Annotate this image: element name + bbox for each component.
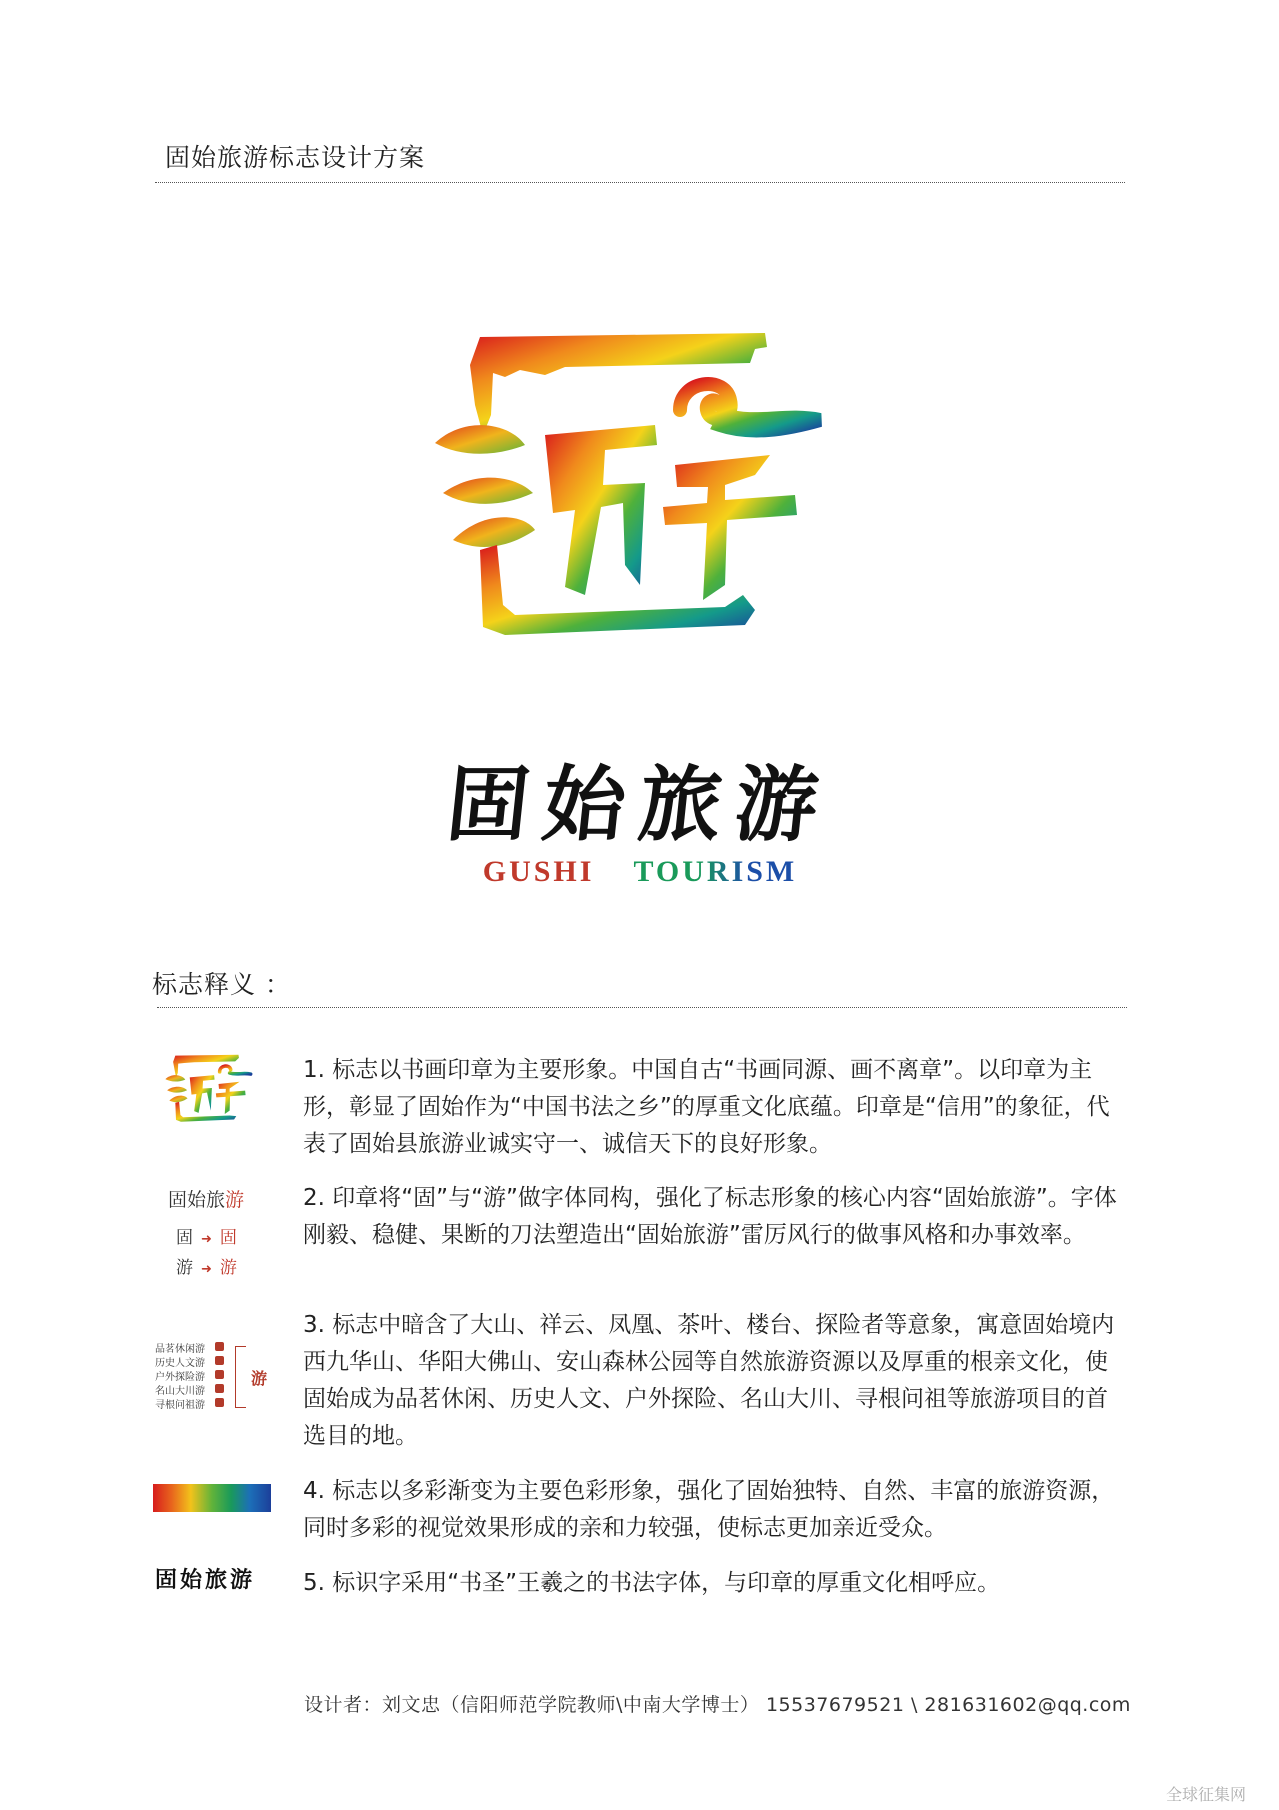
watermark: 全球征集网 <box>1166 1785 1247 1804</box>
item-5-text: 5. 标识字采用“书圣”王羲之的书法字体，与印章的厚重文化相呼应。 <box>303 1570 1001 1596</box>
type-line: 品茗休闲游 <box>155 1344 205 1355</box>
you-seal-logo <box>425 325 875 695</box>
type-line: 名山大川游 <box>155 1386 205 1397</box>
tower-mark-icon <box>215 1356 224 1365</box>
item-2-text: 2. 印章将“固”与“游”做字体同构，强化了标志形象的核心内容“固始旅游”。字体刚毅、稳健、果断的刀法塑造出“固始旅游”雷厉风行的做事风格和办事效率。 <box>303 1185 1117 1248</box>
calligraphy-wordmark: 固始旅游 <box>155 1567 256 1593</box>
logo-title-en <box>460 855 820 889</box>
header-divider <box>155 182 1125 183</box>
leaf-mark-icon <box>215 1342 224 1351</box>
color-gradient-bar <box>153 1484 271 1512</box>
page-header: 固始旅游标志设计方案 <box>165 143 426 172</box>
merge-row-gu: 固 ➜ 固 <box>176 1228 237 1248</box>
logo-title-cn: 固始旅游 <box>442 757 837 853</box>
type-line: 户外探险游 <box>155 1372 205 1383</box>
type-line: 寻根问祖游 <box>155 1400 205 1411</box>
item-1-text: 1. 标志以书画印章为主要形象。中国自古“书画同源、画不离章”。以印章为主形，彰显了固始作为“中国书法之乡”的厚重文化底蕴。印章是“信用”的象征，代表了固始县旅游业诚实守一、诚信天下的良好形象。 <box>303 1057 1110 1157</box>
merge-row-you: 游 ➜ 游 <box>176 1258 237 1278</box>
logo-title-en-gushi: GUSHI <box>482 855 595 888</box>
logo-title-en-tourism: TOURISM <box>633 855 798 888</box>
tourism-types-icon <box>155 1340 285 1420</box>
merge-title: 固始旅游 <box>168 1189 245 1211</box>
mountain-mark-icon <box>215 1384 224 1393</box>
footer-credit: 设计者：刘文忠（信阳师范学院教师\中南大学博士） 15537679521 \ 281631602@qq.com <box>304 1694 1131 1716</box>
character-merge-icon <box>150 1185 270 1280</box>
item-4-text: 4. 标志以多彩渐变为主要色彩形象，强化了固始独特、自然、丰富的旅游资源，同时多彩的视觉效果形成的亲和力较强，使标志更加亲近受众。 <box>303 1478 1115 1541</box>
result-char: 游 <box>251 1369 268 1388</box>
hiker-mark-icon <box>215 1370 224 1379</box>
cloud-mark-icon <box>215 1398 224 1407</box>
bracket-icon <box>235 1346 246 1408</box>
section-divider <box>157 1007 1127 1008</box>
type-line: 历史人文游 <box>155 1358 205 1369</box>
mini-seal-icon <box>163 1053 263 1135</box>
item-3-text: 3. 标志中暗含了大山、祥云、凤凰、茶叶、楼台、探险者等意象，寓意固始境内西九华山、华阳大佛山、安山森林公园等自然旅游资源以及厚重的根亲文化，使固始成为品茗休闲、历史人文、户外探险、名山大川、寻根问祖等旅游项目的首选目的地。 <box>303 1312 1115 1449</box>
section-title: 标志释义 ： <box>152 970 291 999</box>
